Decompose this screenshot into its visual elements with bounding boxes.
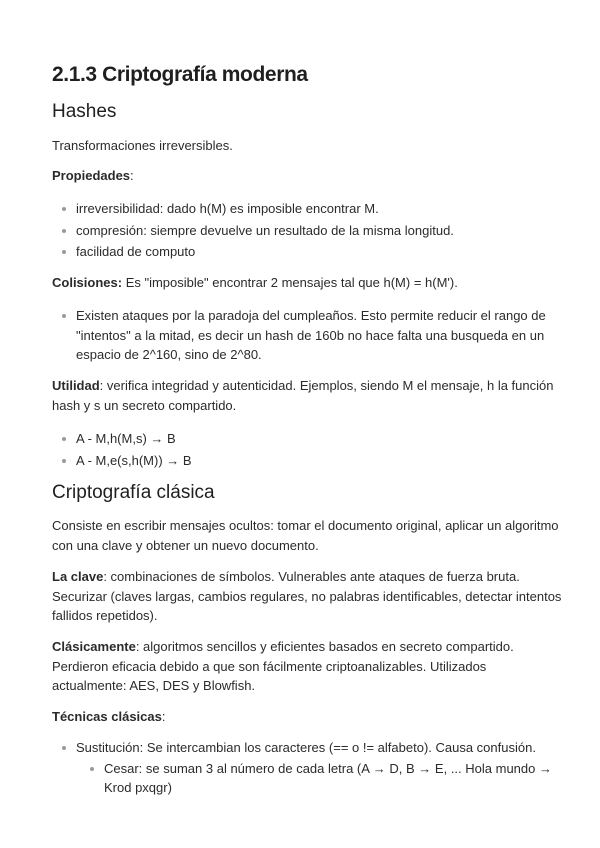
hashes-intro: Transformaciones irreversibles. [52, 138, 233, 153]
classically-paragraph [52, 637, 562, 696]
list-item: compresión: siempre devuelve un resultado de la misma longitud. [52, 221, 562, 241]
substitution-text: Sustitución: Se intercambian los caracteres (== o != alfabeto). Causa confusión. [76, 740, 536, 755]
utility-text: : verifica integridad y autenticidad. Ejemplos, siendo M el mensaje, h la función hash y s un secreto compartido. [52, 378, 554, 413]
collisions-list [52, 306, 562, 367]
utility-label: Utilidad [52, 378, 100, 393]
techniques-label: Técnicas clásicas [52, 709, 162, 724]
classically-text: : algoritmos sencillos y eficientes basados en secreto compartido. Perdieron eficacia debido a que son fácilmente criptoanalizables. Utilizados actualmente: AES, DES y Blowfish. [52, 639, 514, 693]
utility-list [52, 429, 562, 472]
properties-list [52, 199, 562, 264]
list-item: A - M,h(M,s) → B [52, 429, 562, 449]
key-label: La clave [52, 569, 104, 584]
list-item: irreversibilidad: dado h(M) es imposible encontrar M. [52, 199, 562, 219]
techniques-colon: : [161, 709, 166, 724]
utility-paragraph [52, 376, 562, 415]
properties-colon: : [130, 168, 134, 183]
key-text: : combinaciones de símbolos. Vulnerables ante ataques de fuerza bruta. Securizar (claves largas, cambios regulares, no palabras identificables, detectar intentos fallidos repetidos). [52, 569, 562, 623]
list-item-caesar: Cesar: se suman 3 al número de cada letra (A → D, B → E, ... Hola mundo → Krod pxqgr) [76, 759, 562, 798]
list-item: Existen ataques por la paradoja del cumpleaños. Esto permite reducir el rango de "intentos" a la mitad, es decir un hash de 160b no hace falta una busqueda en un espacio de 2^160, sino de 2^80. [52, 306, 562, 365]
properties-label: Propiedades [52, 168, 131, 183]
collisions-text: Es "imposible" encontrar 2 mensajes tal que h(M) = h(M'). [122, 275, 458, 290]
techniques-label-line [52, 707, 562, 727]
substitution-sublist [76, 759, 562, 798]
list-item-substitution [52, 738, 562, 798]
hashes-heading: Hashes [52, 101, 117, 122]
classically-label: Clásicamente [52, 639, 136, 654]
list-item: facilidad de computo [52, 242, 562, 262]
collisions-paragraph [52, 273, 562, 293]
classic-intro: Consiste en escribir mensajes ocultos: tomar el documento original, aplicar un algoritmo con una clave y obtener un nuevo documento. [52, 518, 559, 553]
techniques-list [52, 738, 562, 800]
classic-heading: Criptografía clásica [52, 482, 215, 503]
collisions-label: Colisiones: [52, 275, 123, 290]
key-paragraph [52, 567, 562, 626]
properties-label-line [52, 166, 552, 186]
section-title: 2.1.3 Criptografía moderna [52, 63, 308, 86]
list-item: A - M,e(s,h(M)) → B [52, 451, 562, 471]
